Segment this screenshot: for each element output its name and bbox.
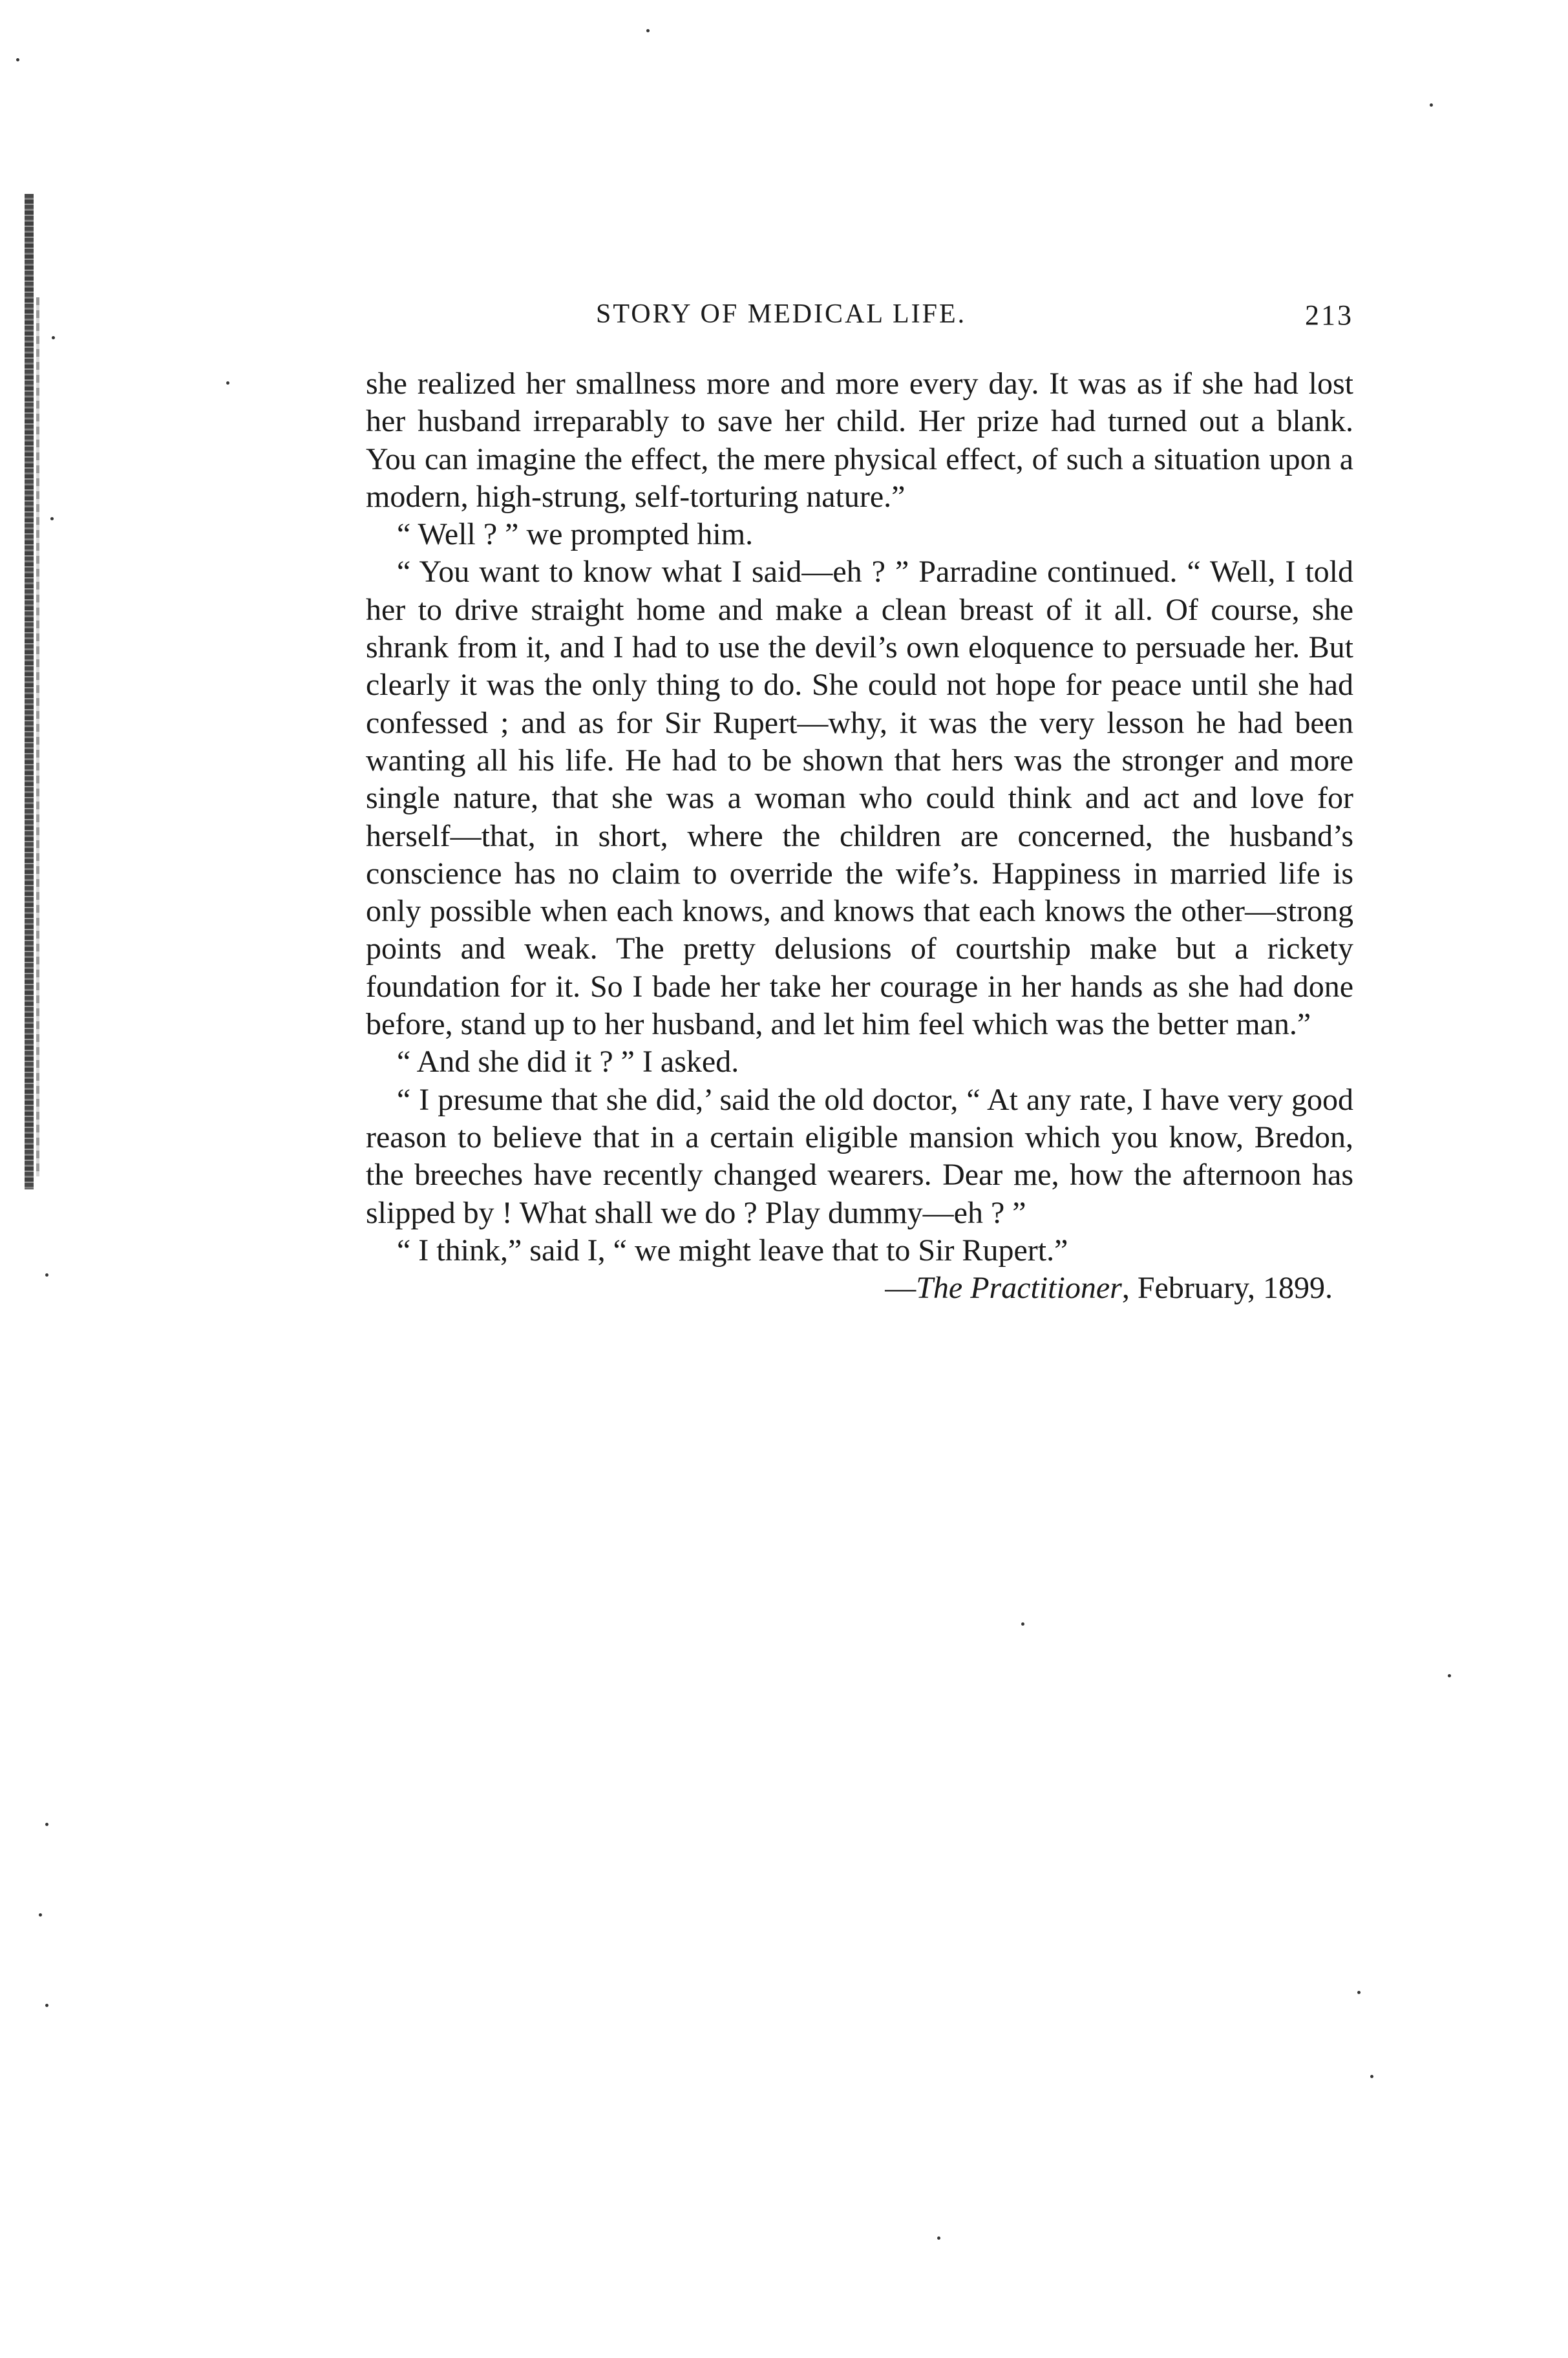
binding-edge-shadow: [25, 194, 34, 1189]
paragraph: she realized her smallness more and more every day. It was as if she had lost her husband irreparably to save her child. Her prize had turned out a blank. You can imagine the effect, the mere physical effect, of such a situation upon a modern, high-strung, self-torturing nature.”: [366, 366, 1353, 514]
scan-speck: [52, 336, 55, 339]
paragraph: “ I presume that she did,’ said the old doctor, “ At any rate, I have very good reason to believe that in a certain eligible mansion which you know, Bredon, the breeches have recently changed wearers. Dear me, how the afternoon has slipped by ! What shall we do ? Play dummy—eh ? ”: [366, 1082, 1353, 1230]
scan-speck: [1021, 1622, 1024, 1626]
scan-speck: [1448, 1674, 1451, 1677]
paragraph: “ And she did it ? ” I asked.: [397, 1045, 739, 1079]
citation: [366, 1269, 1353, 1307]
scan-speck: [937, 2236, 940, 2240]
body-text: [366, 365, 1353, 1307]
scan-speck: [39, 1913, 42, 1917]
scan-speck: [16, 58, 19, 61]
page-header: [366, 299, 1353, 337]
scan-speck: [1430, 103, 1433, 107]
paragraph: “ I think,” said I, “ we might leave that to Sir Rupert.”: [397, 1233, 1068, 1268]
scan-speck: [45, 1823, 48, 1826]
citation-date: , February, 1899.: [1121, 1271, 1333, 1306]
scan-speck: [1370, 2075, 1373, 2078]
scan-speck: [646, 29, 650, 32]
scan-speck: [50, 517, 54, 520]
scan-speck: [45, 2004, 48, 2007]
scan-speck: [45, 1273, 48, 1277]
page-number: 213: [1305, 299, 1353, 331]
citation-source: The Practitioner: [916, 1271, 1122, 1306]
paragraph: “ You want to know what I said—eh ? ” Parradine continued. “ Well, I told her to drive straight home and make a clean breast of it all. Of course, she shrank from it, and I had to use the devil’s own eloquence to persuade her. But clearly it was the only thing to do. She could not hope for peace until she had confessed ; and as for Sir Rupert—why, it was the very lesson he had been wanting all his life. He had to be shown that hers was the stronger and more single nature, that she was a woman who could think and act and love for herself—that, in short, where the children are concerned, the husband’s conscience has no claim to override the wife’s. Happiness in married life is only possible when each knows, and knows that each knows the other—strong points and weak. The pretty delusions of courtship make but a rickety foundation for it. So I bade her take her courage in her hands as she had done before, stand up to her husband, and let him feel which was the better man.”: [366, 555, 1353, 1042]
scan-speck: [1357, 1991, 1361, 1994]
paragraph: “ Well ? ” we prompted him.: [397, 517, 754, 552]
binding-edge-shadow-inner: [36, 297, 39, 1176]
scan-speck: [226, 381, 229, 385]
citation-dash: —: [885, 1271, 916, 1306]
running-head: STORY OF MEDICAL LIFE.: [596, 299, 967, 329]
